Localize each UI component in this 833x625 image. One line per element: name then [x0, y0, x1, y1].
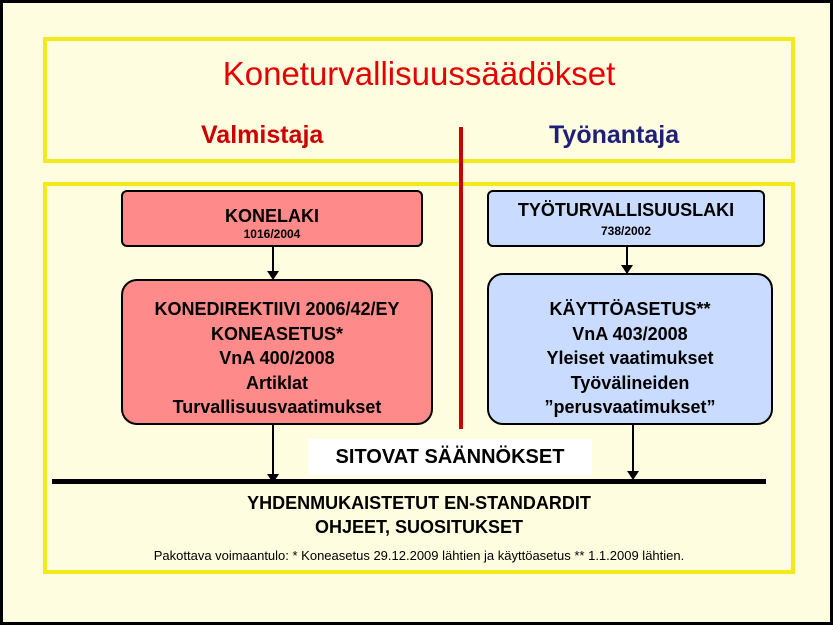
standards-line: YHDENMUKAISTETUT EN-STANDARDIT	[247, 493, 591, 513]
footnote: Pakottava voimaantulo: * Koneasetus 29.12.2009 lähtien ja käyttöasetus ** 1.1.2009 lähtien.	[153, 548, 685, 563]
safety-act-name: TYÖTURVALLISUUSLAKI	[517, 200, 735, 220]
safety-act-number: 738/2002	[600, 224, 652, 238]
box-line: KÄYTTÖASETUS**	[549, 299, 711, 319]
safety-act-box	[487, 190, 765, 247]
horizontal-rule	[52, 479, 766, 484]
binding-rules-label: SITOVAT SÄÄNNÖKSET	[308, 439, 592, 475]
box-line: Yleiset vaatimukset	[546, 348, 714, 368]
box-line: ”perusvaatimukset”	[544, 397, 716, 417]
manufacturer-heading: Valmistaja	[201, 121, 324, 149]
box-line: Turvallisuusvaatimukset	[172, 397, 382, 417]
arrow-down	[272, 425, 274, 482]
employer-heading: Työnantaja	[549, 121, 680, 149]
machinery-directive-box	[121, 279, 433, 425]
box-line: KONEDIREKTIIVI 2006/42/EY	[154, 299, 400, 319]
arrow-down	[626, 247, 628, 273]
arrow-down	[272, 247, 274, 279]
box-line: VnA 403/2008	[572, 323, 688, 344]
arrow-down	[632, 425, 634, 479]
box-line: Artiklat	[245, 372, 308, 393]
machinery-act-number: 1016/2004	[243, 227, 301, 241]
machinery-act-box	[121, 190, 423, 247]
divider-line	[459, 127, 463, 429]
page-title: Koneturvallisuussäädökset	[222, 55, 616, 92]
machinery-act-name: KONELAKI	[225, 206, 319, 226]
box-line: VnA 400/2008	[219, 348, 335, 368]
box-line: KONEASETUS*	[210, 323, 344, 344]
use-decree-box	[487, 273, 773, 425]
standards-line: OHJEET, SUOSITUKSET	[314, 517, 524, 537]
standards-text	[43, 491, 795, 539]
box-line: Työvälineiden	[570, 372, 690, 393]
